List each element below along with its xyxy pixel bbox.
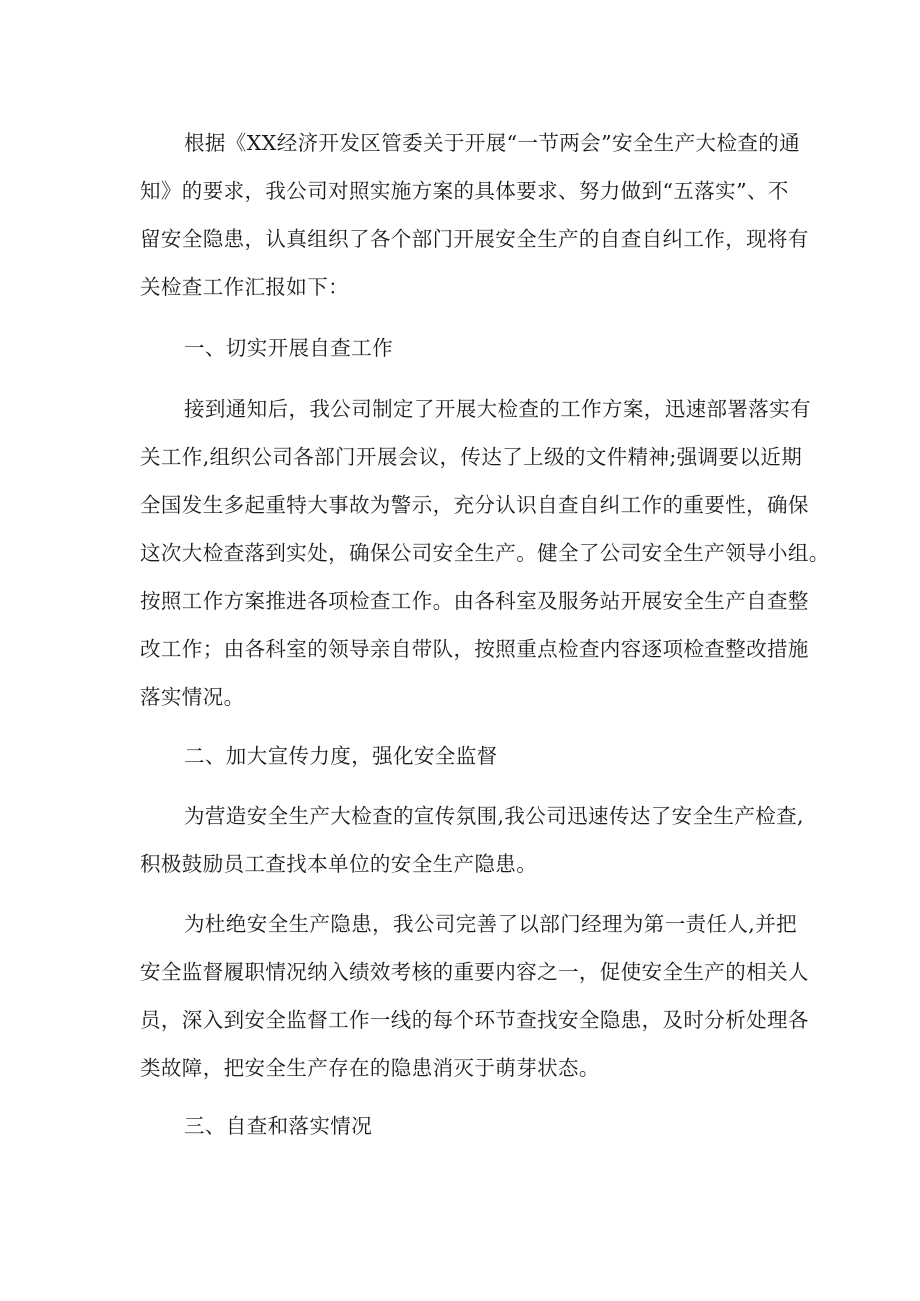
intro-paragraph-line-1: 根据《XX经济开发区管委关于开展“一节两会”安全生产大检查的通 <box>184 131 801 155</box>
section1-paragraph-line-5: 按照工作方案推进各项检查工作。由各科室及服务站开展安全生产自查整 <box>140 589 809 613</box>
section1-paragraph-line-6: 改工作；由各科室的领导亲自带队，按照重点检查内容逐项检查整改措施 <box>140 637 809 661</box>
section1-paragraph-line-2: 关工作,组织公司各部门开展会议，传达了上级的文件精神;强调要以近期 <box>140 445 803 469</box>
section2-paragraph1-line-2: 积极鼓励员工查找本单位的安全生产隐患。 <box>140 852 538 876</box>
section1-paragraph-line-3: 全国发生多起重特大事故为警示，充分认识自查自纠工作的重要性，确保 <box>140 493 809 517</box>
section-heading-3: 三、自查和落实情况 <box>184 1114 373 1138</box>
section-heading-2: 二、加大宣传力度，强化安全监督 <box>184 744 498 768</box>
section2-paragraph2-line-4: 类故障，把安全生产存在的隐患消灭于萌芽状态。 <box>140 1056 600 1080</box>
section2-paragraph1-line-1: 为营造安全生产大检查的宣传氛围,我公司迅速传达了安全生产检查, <box>184 804 804 828</box>
section2-paragraph2-line-2: 安全监督履职情况纳入绩效考核的重要内容之一，促使安全生产的相关人 <box>140 960 809 984</box>
section1-paragraph-line-4: 这次大检查落到实处，确保公司安全生产。健全了公司安全生产领导小组。 <box>140 541 830 565</box>
intro-paragraph-line-3: 留安全隐患，认真组织了各个部门开展安全生产的自查自纠工作，现将有 <box>140 227 809 251</box>
section-heading-1: 一、切实开展自查工作 <box>184 336 393 360</box>
section2-paragraph2-line-3: 员，深入到安全监督工作一线的每个环节查找安全隐患，及时分析处理各 <box>140 1008 809 1032</box>
section2-paragraph2-line-1: 为杜绝安全生产隐患，我公司完善了以部门经理为第一责任人,并把 <box>184 912 798 936</box>
section1-paragraph-line-1: 接到通知后，我公司制定了开展大检查的工作方案，迅速部署落实有 <box>184 397 811 421</box>
section1-paragraph-line-7: 落实情况。 <box>140 685 245 709</box>
intro-paragraph-line-2: 知》的要求，我公司对照实施方案的具体要求、努力做到“五落实”、不 <box>140 179 789 203</box>
intro-paragraph-line-4: 关检查工作汇报如下： <box>140 275 349 299</box>
